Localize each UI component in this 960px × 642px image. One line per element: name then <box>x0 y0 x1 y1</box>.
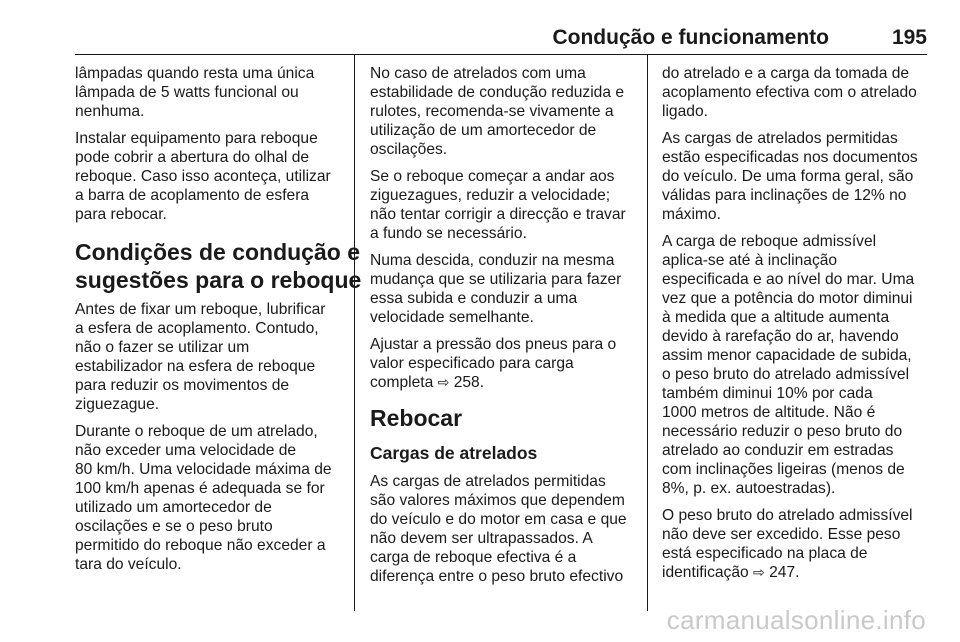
text-line: Durante o reboque de um atrelado, <box>75 423 318 440</box>
text-line: utilizado um amortecedor de <box>75 499 272 516</box>
paragraph <box>370 335 640 392</box>
reference-line <box>662 563 932 582</box>
text-line: a barra de acoplamento de esfera <box>75 187 310 204</box>
text-line: Condições de condução e <box>75 239 360 265</box>
paragraph <box>75 422 345 574</box>
text-line: do veículo e do motor em casa e que <box>370 511 627 528</box>
text-line: utilização de um amortecedor de <box>370 122 597 139</box>
text-line: valor especificado para carga <box>370 355 574 372</box>
header-rule <box>75 54 927 55</box>
text-line: reboque. Caso isso aconteça, utilizar <box>75 168 331 185</box>
reference-page[interactable]: 258. <box>453 374 485 391</box>
section-heading <box>75 238 362 294</box>
text-line: aplica-se até à inclinação <box>662 252 838 269</box>
page-number: 195 <box>891 26 927 49</box>
text-line: do atrelado e a carga da tomada de <box>662 65 910 82</box>
text-line: sugestões para o reboque <box>75 267 362 293</box>
text-line: ziguezagues, reduzir a velocidade; <box>370 187 611 204</box>
text-line: necessário reduzir o peso bruto do <box>662 423 903 440</box>
text-line: estabilizador na esfera de reboque <box>75 358 316 375</box>
text-line: carga de reboque efectiva é a <box>370 549 577 566</box>
text-line: do veículo. De uma forma geral, são <box>662 168 914 185</box>
header-title: Condução e funcionamento <box>552 26 829 49</box>
text-line: rulotes, recomenda-se vivamente a <box>370 103 614 120</box>
text-line: As cargas de atrelados permitidas <box>662 130 898 147</box>
text-line: diferença entre o peso bruto efectivo <box>370 568 624 585</box>
text-line: permitido do reboque não exceder a <box>75 537 326 554</box>
paragraph-lines <box>370 335 640 373</box>
paragraph <box>370 64 640 159</box>
column-2 <box>370 64 640 594</box>
text-line: não devem ser ultrapassados. A <box>370 530 593 547</box>
paragraph <box>662 64 932 121</box>
section-heading: Rebocar <box>370 405 463 431</box>
reference-arrow-icon[interactable]: ⇨ <box>753 564 765 580</box>
column-1 <box>75 64 362 582</box>
text-line: ziguezague. <box>75 396 160 413</box>
paragraph <box>75 64 345 121</box>
text-line: O peso bruto do atrelado admissível <box>662 507 913 524</box>
paragraph <box>662 232 932 498</box>
reference-page[interactable]: 247. <box>769 564 800 581</box>
text-line: a esfera de acoplamento. Contudo, <box>75 320 319 337</box>
column-divider <box>354 54 355 611</box>
text-line: não o fazer se utilizar um <box>75 339 250 356</box>
text-line: estão especificadas nos documentos <box>662 149 918 166</box>
text-line: atrelado ao conduzir em estradas <box>662 442 894 459</box>
watermark: carmanualsonline.info <box>666 605 926 635</box>
text-line: à medida que a altitude aumenta <box>662 309 890 326</box>
page-header <box>75 26 927 52</box>
column-3 <box>662 64 932 590</box>
reference-arrow-icon[interactable]: ⇨ <box>437 374 450 390</box>
text-line: para rebocar. <box>75 206 167 223</box>
text-line: acoplamento efectiva com o atrelado <box>662 84 917 101</box>
text-line: não exceder uma velocidade de <box>75 442 297 459</box>
text-line: especificada e ao nível do mar. Uma <box>662 271 915 288</box>
text-line: Ajustar a pressão dos pneus para o <box>370 336 617 353</box>
text-line: devido à rarefação do ar, havendo <box>662 328 899 345</box>
text-line: pode cobrir a abertura do olhal de <box>75 149 310 166</box>
text-line: não deve ser excedido. Esse peso <box>662 526 901 543</box>
text-line: oscilações e se o peso bruto <box>75 518 273 535</box>
text-line: No caso de atrelados com uma <box>370 65 586 82</box>
paragraph <box>370 472 640 586</box>
text-line: Antes de fixar um reboque, lubrificar <box>75 301 326 318</box>
text-line: está especificado na placa de <box>662 545 868 562</box>
paragraph <box>75 129 345 224</box>
text-line: estabilidade de condução reduzida e <box>370 84 625 101</box>
text-line: válidas para inclinações de 12% no <box>662 187 907 204</box>
paragraph <box>370 167 640 243</box>
text-line: ligado. <box>662 103 708 120</box>
paragraph <box>662 506 932 582</box>
paragraph <box>662 129 932 224</box>
text-line: são valores máximos que dependem <box>370 492 625 509</box>
text-line: com inclinações ligeiras (menos de <box>662 461 905 478</box>
text-line: vez que a potência do motor diminui <box>662 290 913 307</box>
text-line: 8%, p. ex. autoestradas). <box>662 480 836 497</box>
text-line: mudança que se utilizaria para fazer <box>370 271 622 288</box>
subsection-heading: Cargas de atrelados <box>370 443 538 463</box>
text-line: lâmpadas quando resta uma única <box>75 65 315 82</box>
text-line: o peso bruto do atrelado admissível <box>662 366 910 383</box>
text-line: A carga de reboque admissível <box>662 233 877 250</box>
text-line: velocidade semelhante. <box>370 309 534 326</box>
text-line: essa subida e conduzir a uma <box>370 290 578 307</box>
text-line: As cargas de atrelados permitidas <box>370 473 606 490</box>
paragraph <box>370 251 640 327</box>
text-line: Instalar equipamento para reboque <box>75 130 318 147</box>
text-line: lâmpada de 5 watts funcional ou <box>75 84 299 101</box>
column-divider <box>647 54 648 611</box>
text-line: tara do veículo. <box>75 556 182 573</box>
paragraph <box>75 300 345 414</box>
text-line: também diminui 10% por cada <box>662 385 873 402</box>
text-line: a fundo se necessário. <box>370 225 527 242</box>
text-line: 1000 metros de altitude. Não é <box>662 404 876 421</box>
reference-prefix: identificação <box>662 564 749 581</box>
text-line: 80 km/h. Uma velocidade máxima de <box>75 461 332 478</box>
text-line: nenhuma. <box>75 103 145 120</box>
text-line: para reduzir os movimentos de <box>75 377 290 394</box>
text-line: máximo. <box>662 206 721 223</box>
text-line: não tentar corrigir a direcção e travar <box>370 206 626 223</box>
text-line: Se o reboque começar a andar aos <box>370 168 615 185</box>
text-line: Numa descida, conduzir na mesma <box>370 252 615 269</box>
text-line: oscilações. <box>370 141 448 158</box>
text-line: assim menor capacidade de subida, <box>662 347 912 364</box>
reference-prefix: completa <box>370 374 434 391</box>
reference-line <box>370 373 640 392</box>
text-line: 100 km/h apenas é adequada se for <box>75 480 325 497</box>
paragraph-lines <box>662 506 932 563</box>
